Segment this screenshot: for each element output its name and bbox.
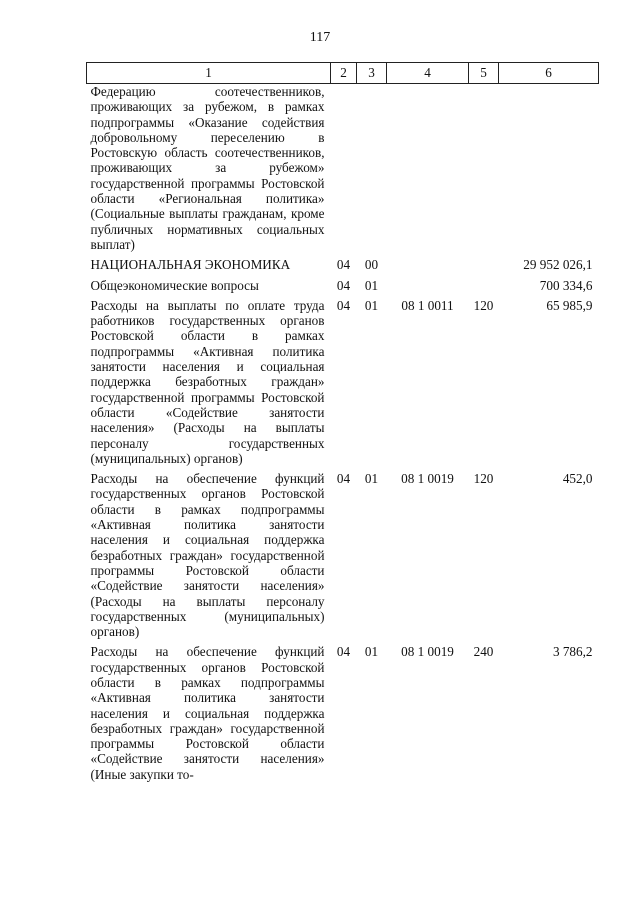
row-target-article bbox=[387, 275, 469, 295]
table-row bbox=[87, 84, 599, 255]
column-header-expense-type: 5 bbox=[469, 63, 499, 84]
row-amount: 452,0 bbox=[562, 471, 593, 487]
row-expense-type: 240 bbox=[473, 644, 494, 660]
row-description: Расходы на обеспечение функций государственных органов Ростовской области в рамках подпрограммы «Активная политика занятости населения и социальная поддержка безработных граждан» государственной программы Ростовской области «Содействие занятости населения» (Расходы на выплаты персоналу государственных (муниципальных) органов) bbox=[90, 471, 325, 640]
row-amount: 700 334,6 bbox=[539, 277, 593, 293]
row-target-article bbox=[387, 254, 469, 274]
row-subsection: 01 bbox=[364, 644, 379, 660]
column-header-subsection: 3 bbox=[357, 63, 387, 84]
row-expense-type: 120 bbox=[473, 471, 494, 487]
row-description: Общеэкономические вопросы bbox=[90, 277, 259, 293]
row-section: 04 bbox=[336, 257, 351, 273]
row-description: Расходы на обеспечение функций государственных органов Ростовской области в рамках подпрограммы «Активная политика занятости населения и социальная поддержка безработных граждан» государственной программы Ростовской области «Содействие занятости населения» (Иные закупки то- bbox=[90, 644, 325, 782]
row-amount bbox=[499, 84, 599, 255]
row-section: 04 bbox=[336, 297, 351, 313]
table-row bbox=[87, 641, 599, 784]
page-number: 117 bbox=[309, 30, 331, 45]
row-amount: 3 786,2 bbox=[552, 644, 593, 660]
row-subsection: 01 bbox=[364, 471, 379, 487]
budget-table bbox=[86, 62, 599, 784]
row-description: НАЦИОНАЛЬНАЯ ЭКОНОМИКА bbox=[90, 257, 291, 273]
column-header-target-article: 4 bbox=[387, 63, 469, 84]
row-target-article bbox=[387, 84, 469, 255]
column-header-amount: 6 bbox=[499, 63, 599, 84]
table-row bbox=[87, 275, 599, 295]
row-section bbox=[331, 84, 357, 255]
row-section: 04 bbox=[336, 471, 351, 487]
row-subsection: 01 bbox=[364, 277, 379, 293]
column-header-name: 1 bbox=[87, 63, 331, 84]
row-expense-type bbox=[469, 84, 499, 255]
row-section: 04 bbox=[336, 644, 351, 660]
row-expense-type bbox=[469, 275, 499, 295]
row-amount: 65 985,9 bbox=[546, 297, 593, 313]
row-subsection: 00 bbox=[364, 257, 379, 273]
row-subsection bbox=[357, 84, 387, 255]
row-amount: 29 952 026,1 bbox=[523, 257, 593, 273]
column-header-section: 2 bbox=[331, 63, 357, 84]
row-expense-type bbox=[469, 254, 499, 274]
table-header-row bbox=[87, 63, 599, 84]
table-row bbox=[87, 254, 599, 274]
table-row bbox=[87, 295, 599, 468]
row-section: 04 bbox=[336, 277, 351, 293]
row-target-article: 08 1 0019 bbox=[401, 471, 454, 487]
row-target-article: 08 1 0011 bbox=[401, 297, 454, 313]
row-expense-type: 120 bbox=[473, 297, 494, 313]
table-row bbox=[87, 468, 599, 641]
row-description: Расходы на выплаты по оплате труда работников государственных органов Ростовской области в рамках подпрограммы «Активная политика занятости населения и социальная поддержка безработных граждан» государственной программы Ростовской области «Содействие занятости населения» (Расходы на выплаты персоналу государственных (муниципальных) органов) bbox=[90, 297, 325, 466]
row-subsection: 01 bbox=[364, 297, 379, 313]
row-description: Федерацию соотечественников, проживающих за рубежом, в рамках подпрограммы «Оказание содействия добровольному переселению в Ростовскую область соотечественников, проживающих за рубежом» государственной программы Ростовской области «Региональная политика» (Социальные выплаты гражданам, кроме публичных нормативных социальных выплат) bbox=[90, 84, 325, 252]
row-target-article: 08 1 0019 bbox=[401, 644, 454, 660]
